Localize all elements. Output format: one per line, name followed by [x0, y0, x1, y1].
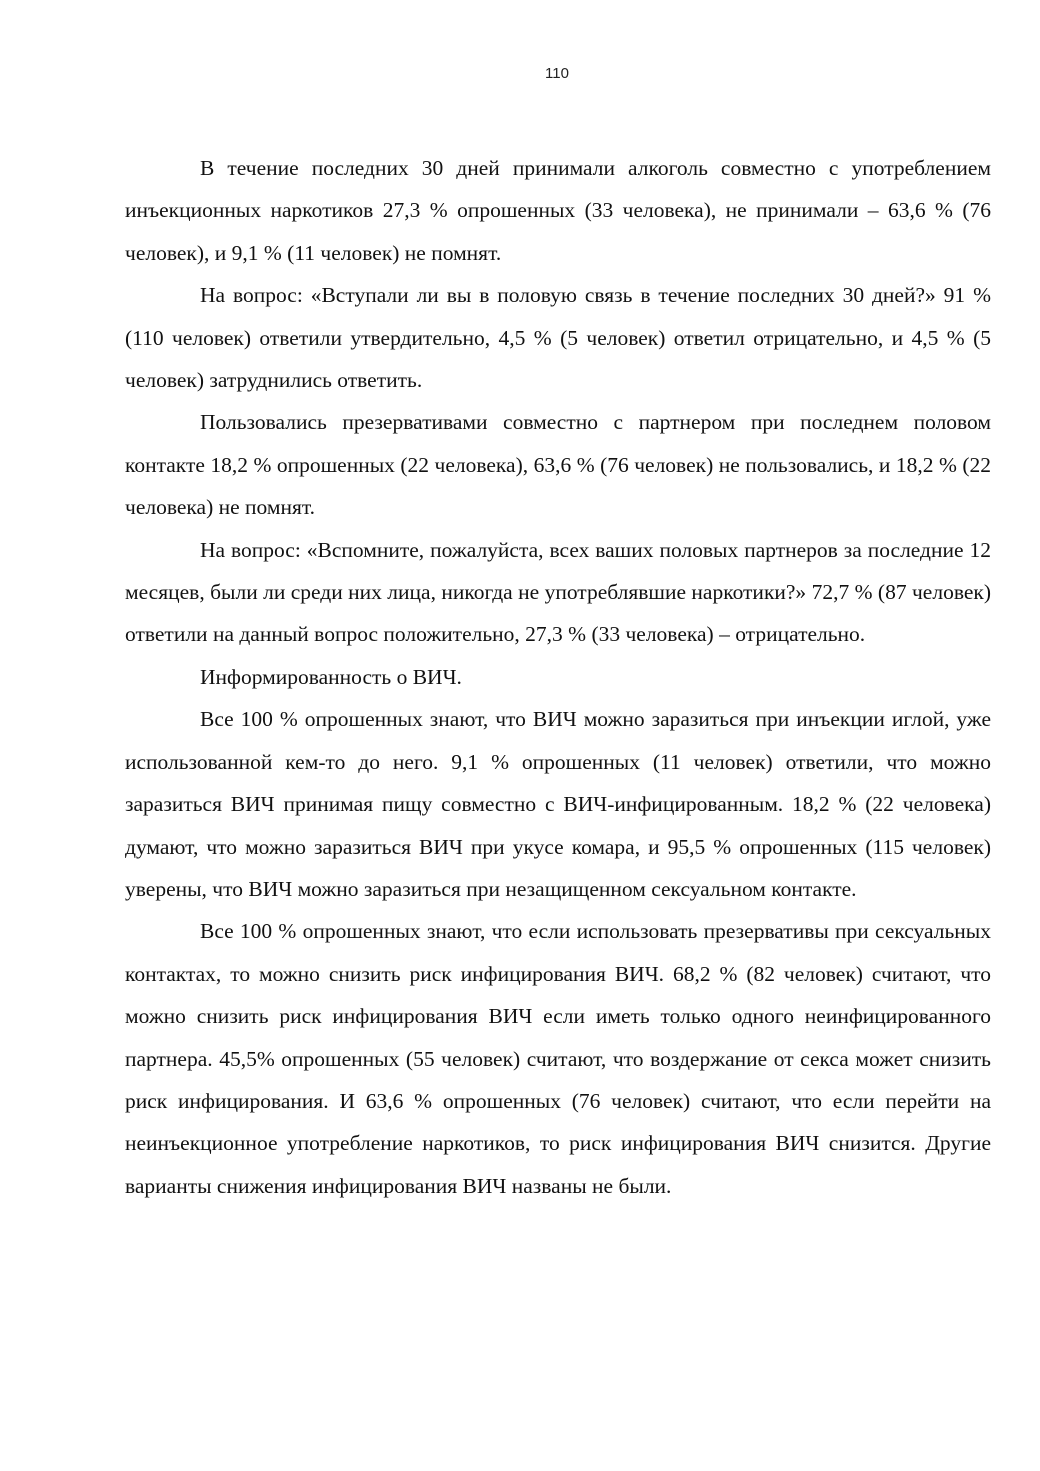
page-number: 110	[545, 65, 569, 82]
paragraph-alcohol-use: В течение последних 30 дней принимали алкоголь совместно с употреблением инъекционных наркотиков 27,3 % опрошенных (33 человека), не принимали – 63,6 % (76 человек), и 9,1 % (11 человек) не помнят.	[125, 156, 991, 265]
paragraph-sexual-activity: На вопрос: «Вступали ли вы в половую связь в течение последних 30 дней?» 91 % (110 человек) ответили утвердительно, 4,5 % (5 человек) ответил отрицательно, и 4,5 % (5 человек) затруднились ответить.	[125, 283, 991, 393]
section-heading-hiv-awareness: Информированность о ВИЧ.	[200, 664, 462, 689]
body-text	[125, 147, 991, 1207]
paragraph-hiv-transmission: Все 100 % опрошенных знают, что ВИЧ можно заразиться при инъекции иглой, уже использованной кем-то до него. 9,1 % опрошенных (11 человек) ответили, что можно заразиться ВИЧ принимая пищу совместно с ВИЧ-инфицированным. 18,2 % (22 человека) думают, что можно заразиться ВИЧ при укусе комара, и 95,5 % опрошенных (115 человек) уверены, что ВИЧ можно заразиться при незащищенном сексуальном контакте.	[125, 707, 991, 901]
paragraph-risk-reduction: Все 100 % опрошенных знают, что если использовать презервативы при сексуальных контактах, то можно снизить риск инфицирования ВИЧ. 68,2 % (82 человек) считают, что можно снизить риск инфицирования ВИЧ если иметь только одного неинфицированного партнера. 45,5% опрошенных (55 человек) считают, что воздержание от секса может снизить риск инфицирования. И 63,6 % опрошенных (76 человек) считают, что если перейти на неинъекционное употребление наркотиков, то риск инфицирования ВИЧ снизится. Другие варианты снижения инфицирования ВИЧ названы не были.	[125, 919, 991, 1198]
paragraph-partners-drug-use: На вопрос: «Вспомните, пожалуйста, всех ваших половых партнеров за последние 12 месяцев, были ли среди них лица, никогда не употреблявшие наркотики?» 72,7 % (87 человек) ответили на данный вопрос положительно, 27,3 % (33 человека) – отрицательно.	[125, 537, 991, 647]
paragraph-condom-use: Пользовались презервативами совместно с партнером при последнем половом контакте 18,2 % опрошенных (22 человека), 63,6 % (76 человек) не пользовались, и 18,2 % (22 человека) не помнят.	[125, 410, 991, 520]
